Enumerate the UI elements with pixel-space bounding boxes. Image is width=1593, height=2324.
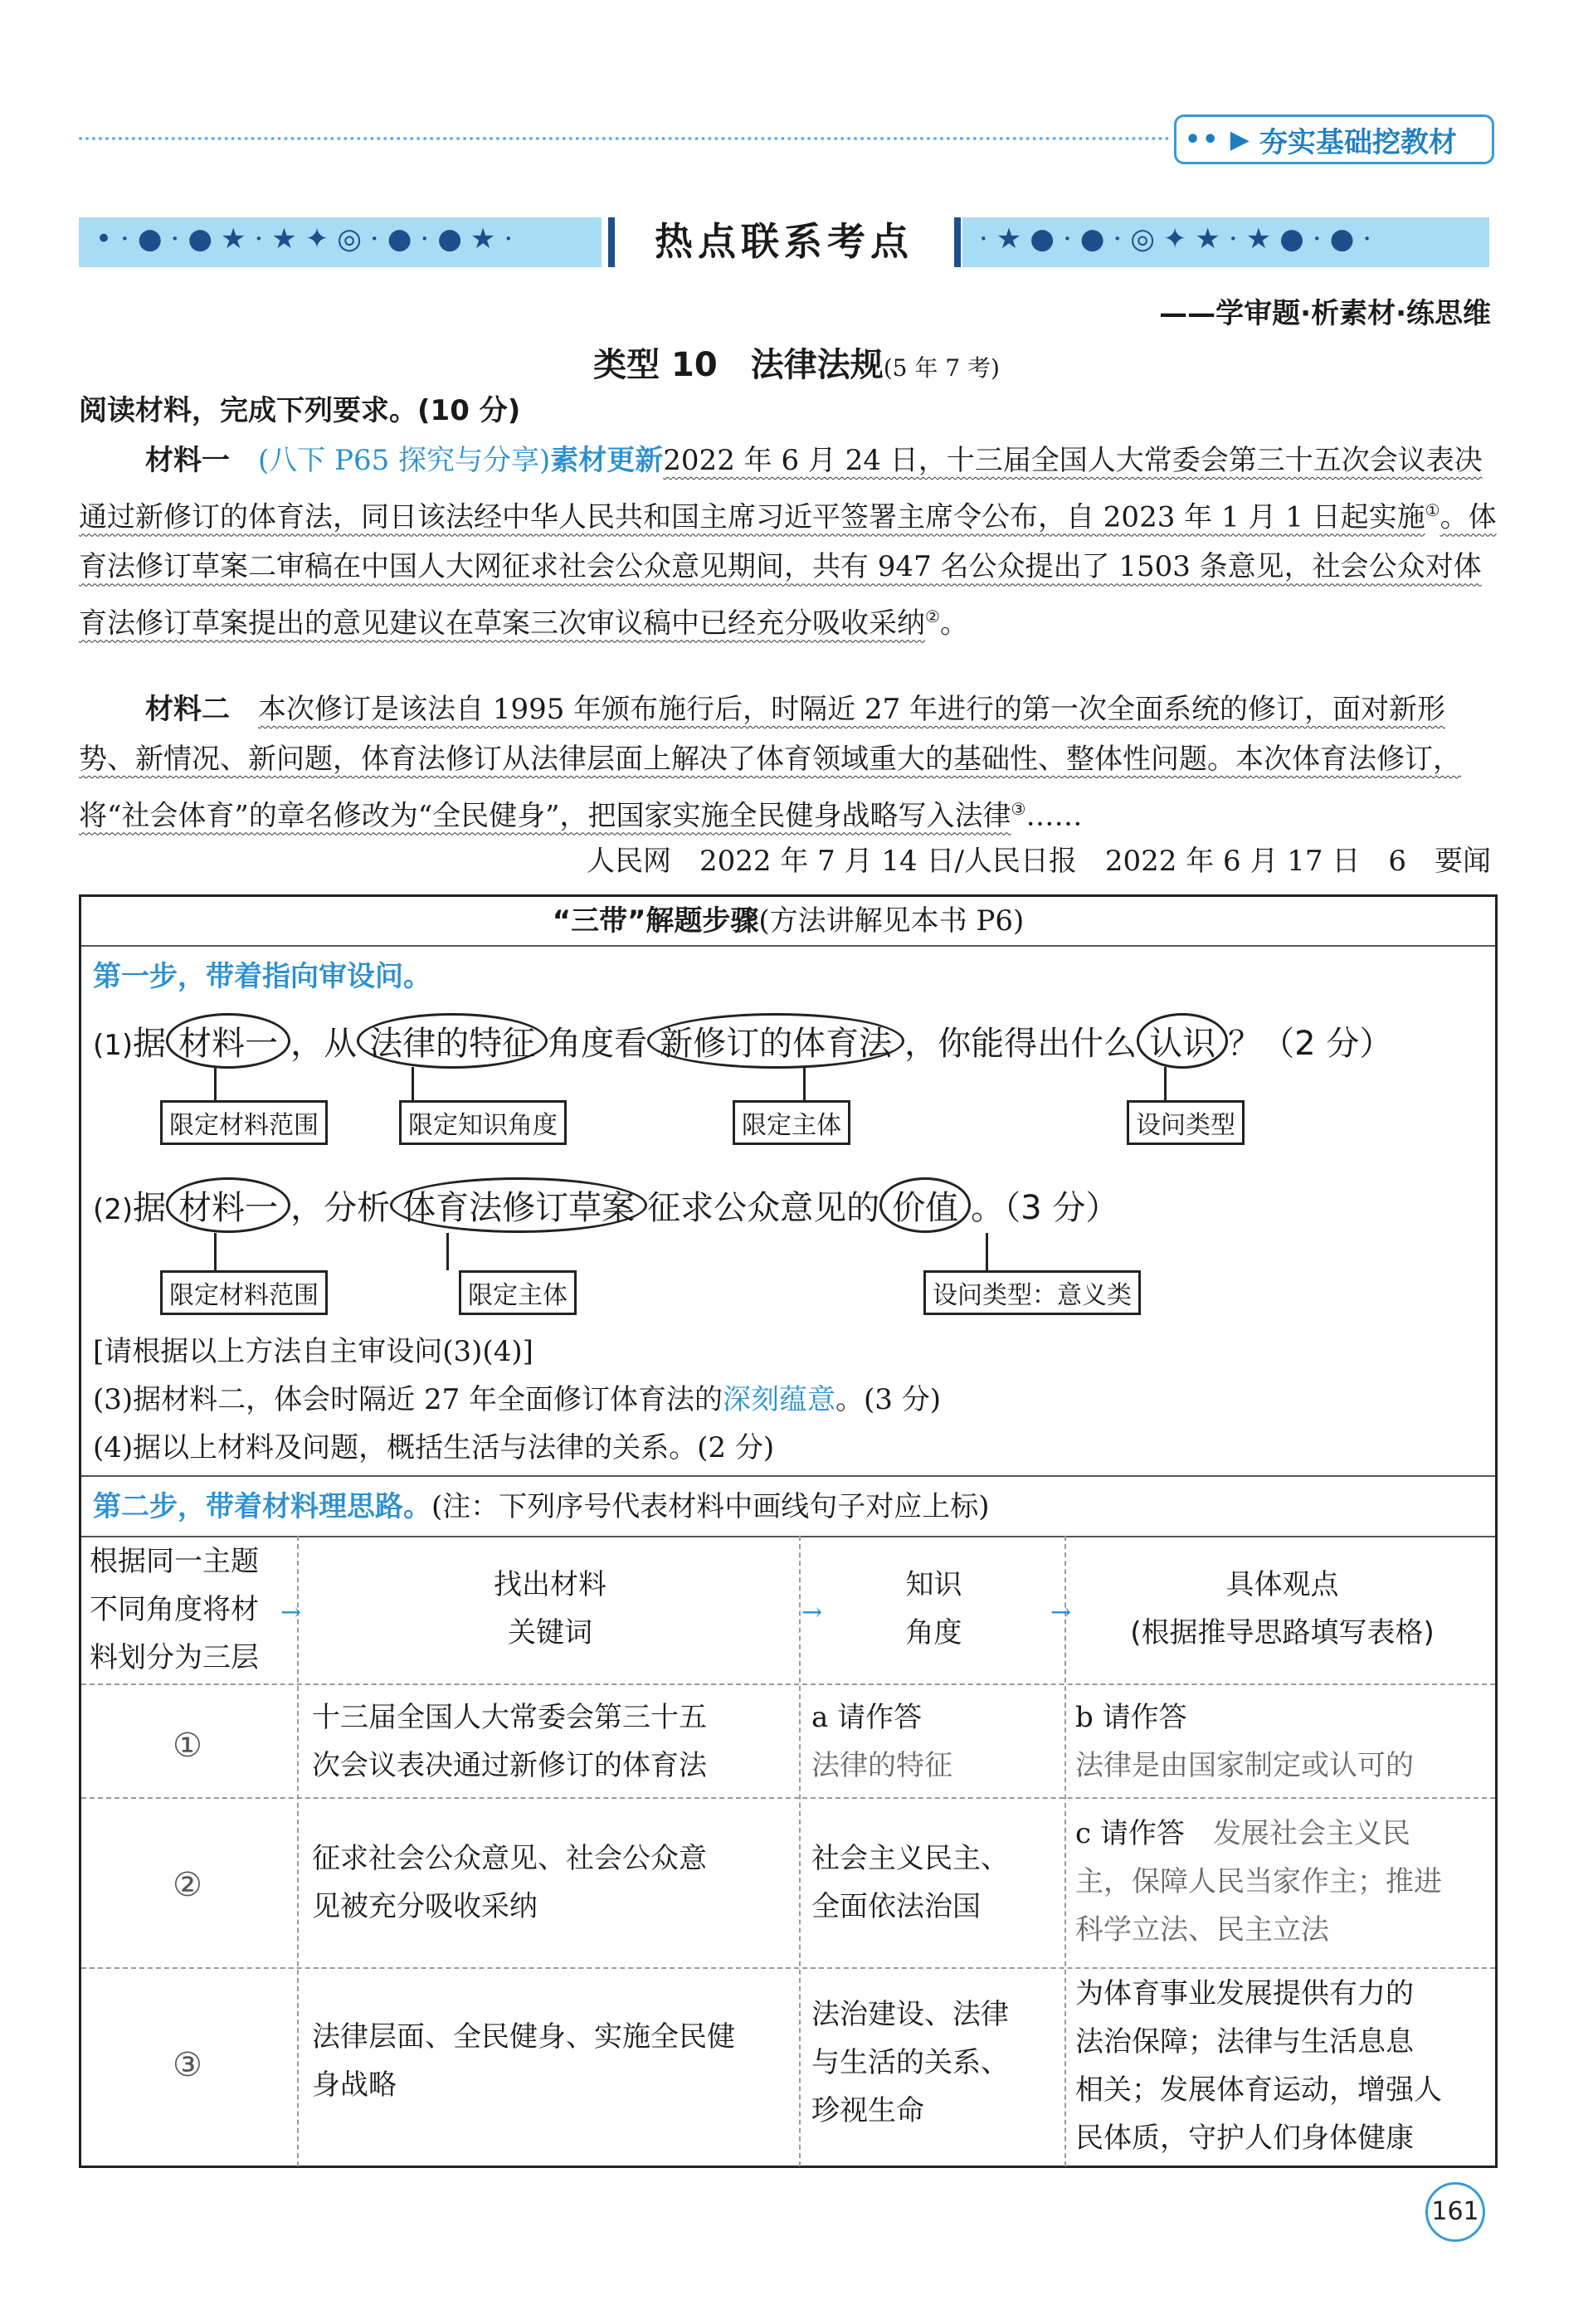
header-line: 不同角度将材: [90, 1593, 259, 1626]
divider: [81, 1475, 1495, 1477]
row-1-view: [1075, 1693, 1498, 1790]
arrow-right-icon: →: [1050, 1598, 1072, 1627]
cell-line: 法律是由国家制定或认可的: [1075, 1749, 1414, 1782]
row-3-angle: [811, 1990, 1060, 2135]
section-title: 热点联系考点: [655, 219, 913, 264]
connector: [446, 1233, 449, 1270]
q1-oval-material: 材料一: [166, 1013, 290, 1069]
row-1-angle: [811, 1693, 1060, 1790]
header-line: 知识: [905, 1568, 962, 1601]
table-row-divider: [81, 1797, 1495, 1799]
q3-text: (3)据材料二，体会时隔近 27 年全面修订体育法的: [93, 1383, 723, 1416]
section-badge-label: 夯实基础挖教材: [1259, 125, 1457, 159]
row-number: ①: [173, 1727, 202, 1765]
step-one-title: 第一步，带着指向审设问。: [93, 960, 431, 993]
cell-line: 与生活的关系、: [811, 2046, 1009, 2079]
q1-text: ，从: [290, 1025, 358, 1063]
star-dots-decoration-icon: ·★●·●·◎✦★·★●·●·: [979, 222, 1381, 256]
step-two-title: 第二步，带着材料理思路。: [93, 1490, 431, 1523]
type-title-text: 类型 10 法律法规: [593, 346, 884, 384]
q1-text: 角度看: [548, 1025, 648, 1063]
intro-instruction: 阅读材料，完成下列要求。(10 分): [79, 394, 521, 427]
row-2-keywords: [312, 1834, 797, 1931]
material-one-text-c: 。: [939, 607, 968, 641]
row-number: ②: [173, 1866, 202, 1904]
cell-line: 珍视生命: [811, 2094, 924, 2127]
q1-oval-knowledge: 法律的特征: [357, 1013, 548, 1069]
row-2-view: [1075, 1810, 1498, 1954]
section-badge: [1174, 114, 1494, 164]
connector: [412, 1067, 414, 1102]
star-dots-decoration-icon: •·●·●★·★✦◎·●·●★·: [95, 222, 522, 256]
q1-text: ，你能得出什么: [904, 1025, 1138, 1063]
page-number: 161: [1425, 2182, 1485, 2242]
header-line: 角度: [905, 1616, 962, 1649]
connector: [803, 1067, 806, 1102]
header-dotted-line: [79, 137, 1170, 140]
q3-text: 。(3 分): [835, 1383, 942, 1416]
cell-line: 科学立法、民主立法: [1075, 1913, 1329, 1946]
self-review-hint: [请根据以上方法自主审设问(3)(4)]: [93, 1335, 533, 1368]
arrow-right-icon: →: [280, 1598, 302, 1627]
connector: [214, 1233, 217, 1270]
material-two: [79, 685, 1498, 840]
cell-line: 为体育事业发展提供有力的: [1075, 1977, 1414, 2010]
step-two: [93, 1484, 990, 1524]
table-header-layers: [90, 1537, 293, 1682]
cell-line: 见被充分吸收采纳: [312, 1890, 538, 1923]
play-icon: •• ▶: [1185, 124, 1251, 154]
cell-line: 法治建设、法律: [811, 1998, 1009, 2031]
tag-subject: 限定主体: [459, 1270, 577, 1315]
cell-line: 发展社会主义民: [1212, 1817, 1410, 1850]
material-two-text-a: 本次修订是该法自 1995 年颁布施行后，时隔近 27 年进行的第一次全面系统的修订，面对新形势、新情况、新问题，体育法修订从法律层面上解决了体育领域重大的基础性、整体性问题。本次体育法修订，将“社会体育”的章名修改为“全民健身”，把国家实施全民健身战略写入法律: [79, 693, 1461, 833]
header-line: 具体观点: [1225, 1568, 1339, 1601]
frame-heading-note: (方法讲解见本书 P6): [758, 904, 1025, 938]
material-two-label: 材料二: [145, 693, 230, 726]
answer-prompt: a 请作答: [811, 1701, 923, 1734]
divider: [81, 1536, 1495, 1537]
material-two-text-b: ……: [1025, 799, 1083, 833]
arrow-right-icon: →: [801, 1598, 823, 1627]
banner-left: [79, 217, 602, 267]
mark-two: ②: [925, 607, 940, 627]
tag-material-scope: 限定材料范围: [160, 1270, 328, 1315]
cell-line: 身战略: [312, 2068, 397, 2102]
q1-oval-type: 认识: [1137, 1013, 1228, 1069]
material-one-text-a: 2022 年 6 月 24 日，十三届全国人大常委会第三十五次会议表决通过新修订的体育法，同日该法经中华人民共和国主席习近平签署主席令公布，自 2023 年 1 月 1 日起实施: [79, 444, 1483, 534]
table-row-divider: [81, 1683, 1495, 1685]
table-header-keywords: [301, 1561, 799, 1657]
q2-oval-subject: 体育法修订草案: [390, 1177, 647, 1233]
row-1-keywords: [312, 1693, 797, 1790]
step-two-note: (注：下列序号代表材料中画线句子对应上标): [431, 1490, 990, 1523]
connector: [986, 1233, 988, 1270]
cell-line: 征求社会公众意见、社会公众意: [312, 1842, 707, 1875]
connector: [1164, 1067, 1167, 1102]
banner-bar-right: [954, 217, 961, 267]
header-line: (根据推导思路填写表格): [1130, 1616, 1435, 1649]
textbook-reference: (八下 P65 探究与分享): [258, 444, 551, 477]
material-source: 人民网 2022 年 7 月 14 日/人民日报 2022 年 6 月 17 日 6 要闻: [586, 845, 1491, 878]
answer-prompt: b 请作答: [1075, 1701, 1187, 1734]
q3-highlight: 深刻蕴意: [723, 1383, 836, 1416]
cell-line: 主，保障人民当家作主；推进: [1075, 1865, 1442, 1898]
cell-line: 法律层面、全民健身、实施全民健: [312, 2020, 735, 2054]
table-column-divider: [1064, 1536, 1066, 2166]
cell-line: 十三届全国人大常委会第三十五: [312, 1701, 707, 1734]
type-title: [0, 339, 1593, 386]
row-3-view: [1075, 1970, 1498, 2162]
row-3-keywords: [312, 2013, 797, 2109]
question-two-number: (2): [93, 1193, 134, 1226]
cell-line: 全面依法治国: [811, 1890, 981, 1923]
cell-line: 法律的特征: [811, 1749, 952, 1782]
q2-oval-material: 材料一: [166, 1177, 290, 1233]
tag-material-scope: 限定材料范围: [160, 1100, 328, 1145]
solving-steps-frame: [79, 894, 1498, 2168]
q1-text: ？（2 分）: [1228, 1025, 1393, 1063]
question-two: [93, 1177, 1118, 1233]
header-line: 根据同一主题: [90, 1545, 259, 1578]
table-column-divider: [799, 1536, 801, 2166]
mark-three: ③: [1011, 799, 1026, 819]
q2-text: ，分析: [290, 1189, 391, 1227]
connector: [214, 1067, 217, 1102]
q2-text: 。（3 分）: [971, 1189, 1119, 1227]
frame-heading: [81, 897, 1495, 945]
tag-question-type: 设问类型：意义类: [923, 1270, 1141, 1315]
table-header-angle: [803, 1561, 1064, 1657]
q2-oval-type: 价值: [879, 1177, 971, 1233]
table-column-divider: [297, 1536, 299, 2166]
tag-knowledge-angle: 限定知识角度: [399, 1100, 567, 1145]
cell-line: 民体质，守护人们身体健康: [1075, 2122, 1414, 2155]
row-number: ③: [173, 2046, 202, 2084]
header-line: 找出材料: [494, 1568, 607, 1601]
answer-prompt: c 请作答: [1075, 1817, 1185, 1850]
mark-one: ①: [1425, 500, 1440, 520]
material-one: [79, 436, 1498, 649]
material-update-tag: 素材更新: [550, 444, 664, 477]
frame-heading-title: “三带”解题步骤: [552, 904, 759, 938]
q1-oval-subject: 新修订的体育法: [647, 1013, 904, 1069]
table-row-divider: [81, 1967, 1495, 1969]
cell-line: 次会议表决通过新修订的体育法: [312, 1749, 707, 1782]
table-header-view: [1069, 1561, 1496, 1657]
tag-question-type: 设问类型: [1127, 1100, 1245, 1145]
header-line: 关键词: [508, 1616, 592, 1649]
question-three: [93, 1376, 941, 1417]
subtitle: ——学审题·析素材·练思维: [1159, 297, 1491, 330]
question-one-number: (1): [93, 1029, 134, 1062]
question-four: (4)据以上材料及问题，概括生活与法律的关系。(2 分): [93, 1431, 775, 1464]
type-title-note: (5 年 7 考): [883, 354, 1000, 382]
question-one: [93, 1013, 1392, 1069]
q2-text: 征求公众意见的: [647, 1189, 880, 1227]
banner-right: [962, 217, 1489, 267]
row-2-angle: [811, 1834, 1060, 1931]
q1-text: 据: [133, 1025, 167, 1063]
material-one-label: 材料一: [145, 444, 230, 477]
cell-line: 社会主义民主、: [811, 1842, 1009, 1875]
q2-text: 据: [133, 1189, 167, 1227]
tag-subject: 限定主体: [733, 1100, 850, 1145]
cell-line: 法治保障；法律与生活息息: [1075, 2025, 1414, 2058]
header-line: 料划分为三层: [90, 1641, 259, 1674]
cell-line: 相关；发展体育运动，增强人: [1075, 2073, 1442, 2107]
material-one-text-b: 。体育法修订草案二审稿在中国人大网征求社会公众意见期间，共有 947 名公众提出了 1503 条意见，社会公众对体育法修订草案提出的意见建议在草案三次审议稿中已经充分吸收采纳: [79, 500, 1497, 641]
divider: [81, 945, 1495, 947]
